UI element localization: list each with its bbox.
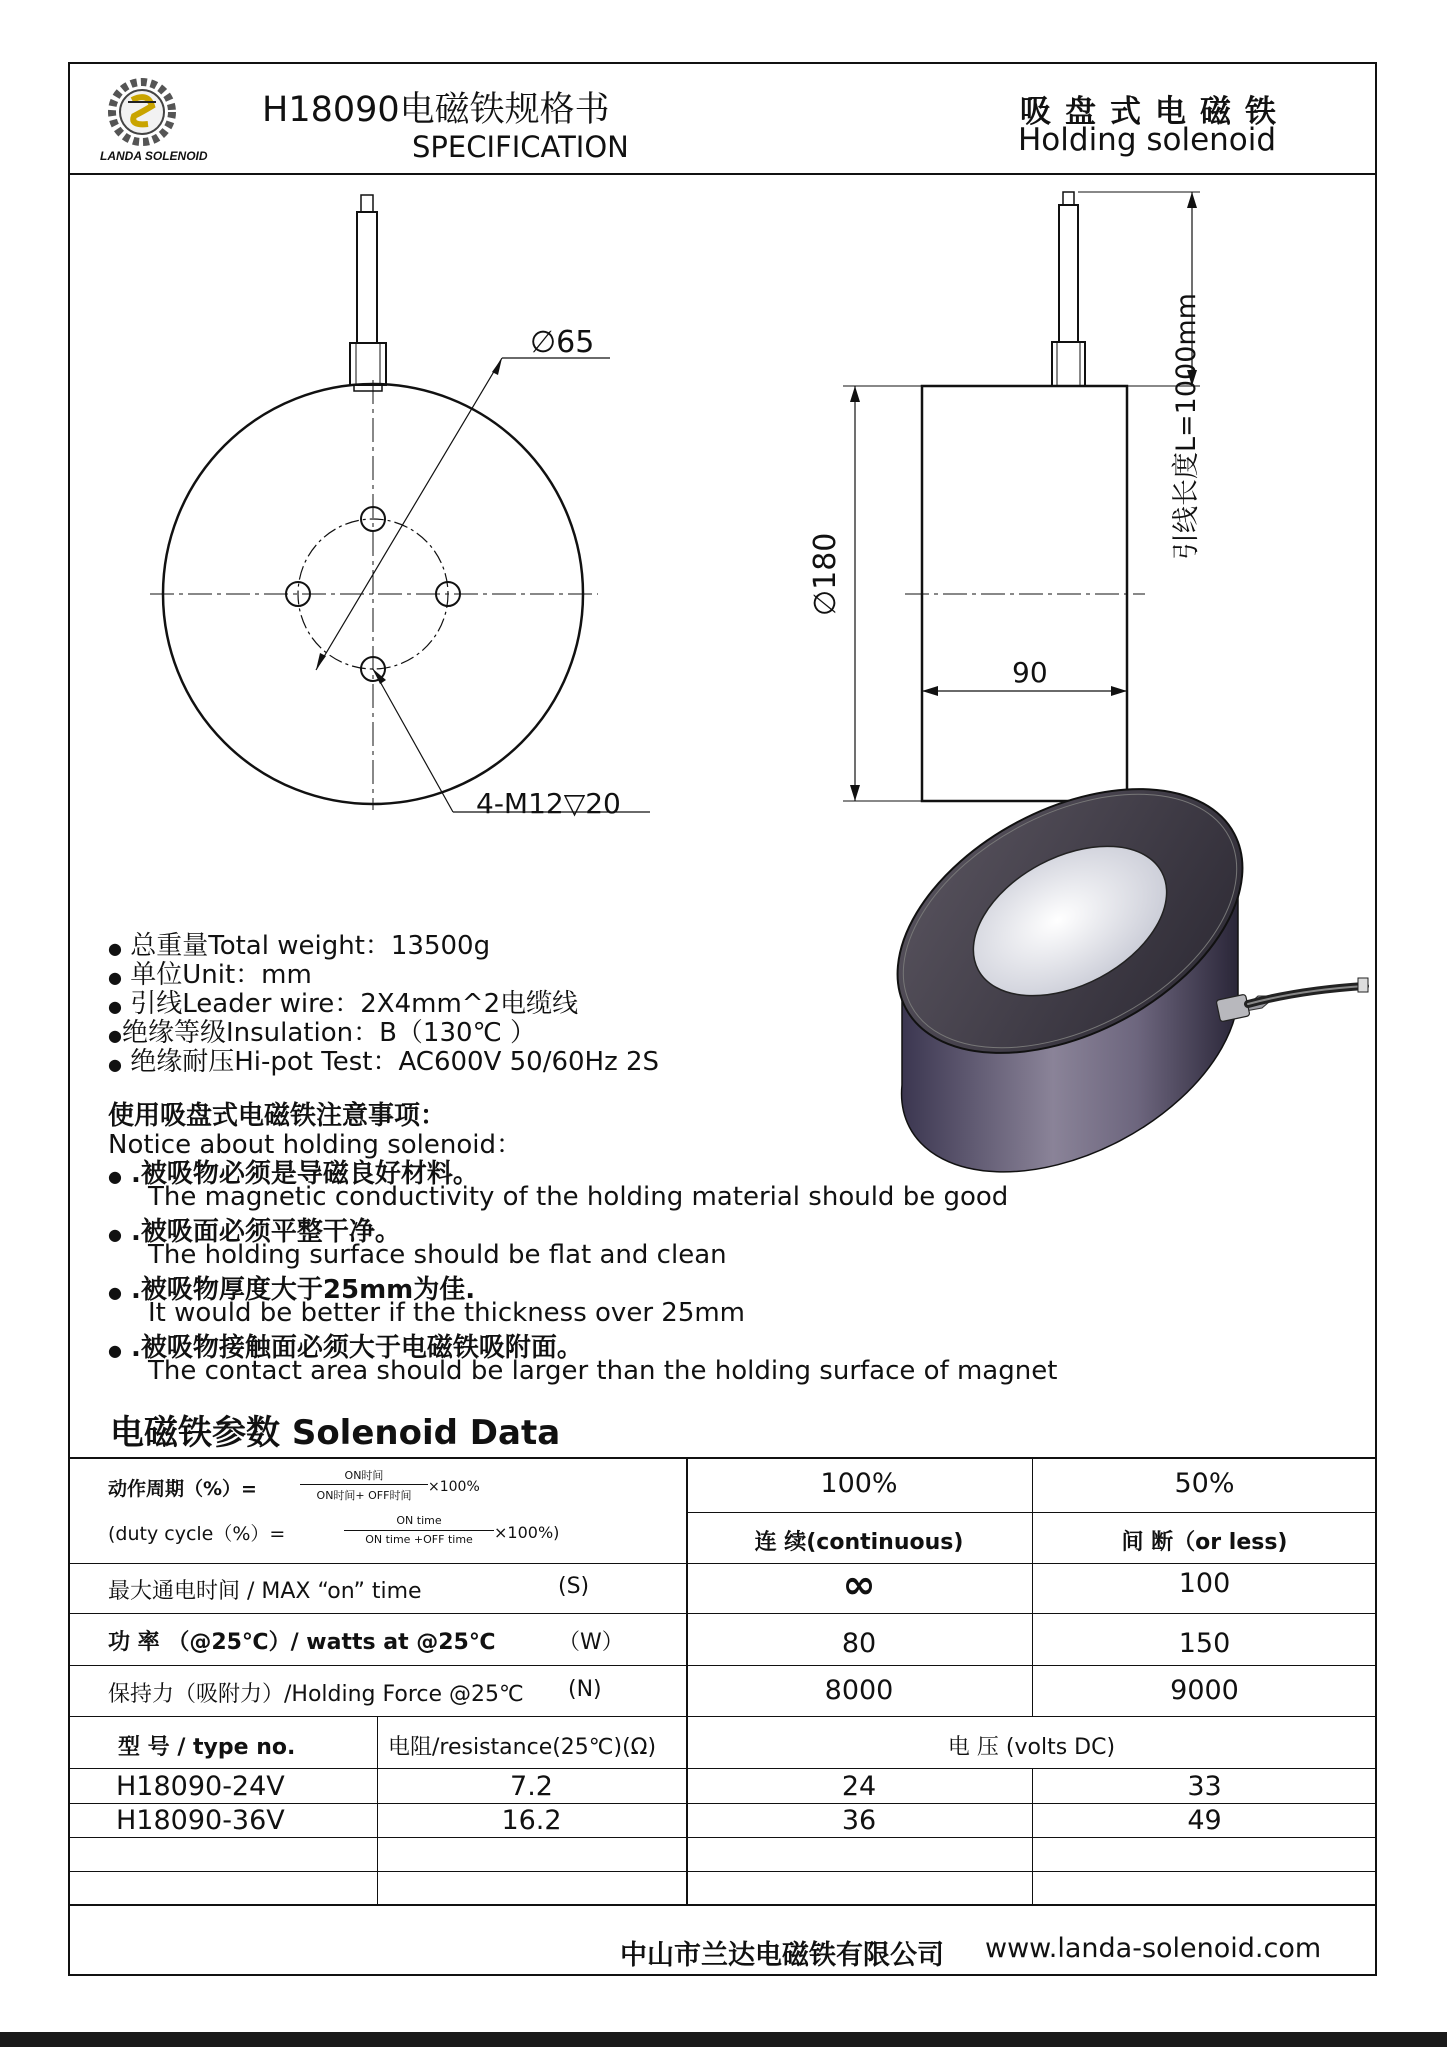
resistance-header: 电阻/resistance(25℃)(Ω) [388,1735,657,1760]
model-resistance: 16.2 [501,1805,562,1836]
page-subtitle: SPECIFICATION [412,130,629,164]
duty-cn-label: 动作周期（%）= [108,1478,257,1500]
data-section-title: 电磁铁参数 Solenoid Data [110,1413,561,1453]
notice-item-cn: ● .被吸面必须平整干净。 [108,1217,401,1247]
holding-force-unit: (N) [568,1677,602,1702]
model-voltage-50: 49 [1187,1805,1222,1836]
wire-length-label: 引线长度L=1000mm [1171,293,1202,560]
notice-item-en: The magnetic conductivity of the holding material should be good [148,1182,1009,1212]
bullet-icon: ● [108,968,122,987]
duty-en-numerator: ON time [396,1514,442,1527]
spec-item: ● 总重量Total weight：13500g [108,931,491,961]
bullet-icon: ● [108,1341,122,1360]
company-name: 中山市兰达电磁铁有限公司 [620,1940,944,1971]
notice-item-en: It would be better if the thickness over 25mm [148,1298,746,1328]
width-90-label: 90 [1012,656,1048,689]
bullet-icon: ● [108,997,122,1016]
type-header: 型 号 / type no. [118,1735,296,1760]
voltage-header: 电 压 (volts DC) [947,1735,1116,1760]
continuous-label: 连 续(continuous) [754,1530,964,1555]
holding-force-50: 9000 [1170,1675,1239,1706]
duty-cn-numerator: ON时间 [344,1469,384,1482]
duty-en-label: (duty cycle（%）= [108,1523,286,1545]
diameter-180-label: ∅180 [808,532,843,616]
model-voltage-100: 24 [841,1771,877,1802]
model-voltage-50: 33 [1187,1771,1222,1802]
power-50: 150 [1178,1628,1231,1659]
spec-item: ● 绝缘耐压Hi-pot Test：AC600V 50/60Hz 2S [108,1047,660,1077]
max-on-time-label: 最大通电时间 / MAX “on” time [108,1579,422,1604]
bottom-border-strip [0,2032,1447,2047]
bullet-icon: ● [108,1167,122,1186]
bullet-icon: ● [108,1055,122,1074]
holding-force-100: 8000 [824,1675,894,1706]
model-type: H18090-24V [116,1771,285,1802]
thread-spec-label: 4-M12▽20 [476,787,621,820]
page-title: H18090电磁铁规格书 [262,90,610,130]
bullet-icon: ● [108,1283,122,1302]
holding-force-label: 保持力（吸附力）/Holding Force @25℃ [108,1682,524,1707]
bullet-icon: ● [108,1026,122,1045]
model-resistance: 7.2 [510,1771,553,1802]
power-unit: （W） [558,1630,624,1655]
notice-item-cn: ● .被吸物必须是导磁良好材料。 [108,1159,479,1189]
duty-en-denominator: ON time +OFF time [365,1533,473,1546]
notice-item-en: The holding surface should be flat and clean [148,1240,727,1270]
max-on-time-50: 100 [1178,1568,1231,1599]
power-label: 功 率 （@25℃）/ watts at @25℃ [108,1630,496,1655]
model-type: H18090-36V [116,1805,285,1836]
model-voltage-100: 36 [841,1805,877,1836]
product-type-en: Holding solenoid [1018,122,1277,158]
notice-item-en: The contact area should be larger than the holding surface of magnet [148,1356,1058,1386]
duty-cn-denominator: ON时间+ OFF时间 [316,1489,412,1502]
duty-100-value: 100% [820,1468,898,1499]
duty-50-value: 50% [1174,1468,1235,1499]
notice-heading-en: Notice about holding solenoid： [108,1130,522,1160]
duty-en-tail: ×100%) [494,1523,560,1542]
intermittent-label: 间 断（or less) [1121,1530,1288,1555]
notice-heading-cn: 使用吸盘式电磁铁注意事项： [108,1101,447,1131]
power-100: 80 [841,1628,877,1659]
notice-item-cn: ● .被吸物接触面必须大于电磁铁吸附面。 [108,1333,583,1363]
bullet-icon: ● [108,939,122,958]
bullet-icon: ● [108,1225,122,1244]
side-view [843,192,1200,801]
spec-item: ● 单位Unit：mm [108,960,312,990]
spec-item: ● 引线Leader wire：2X4mm^2电缆线 [108,989,579,1019]
notice-item-cn: ● .被吸物厚度大于25mm为佳. [108,1275,476,1305]
diameter-65-label: ∅65 [530,325,595,360]
logo-text: LANDA SOLENOID [100,149,208,163]
front-view [150,195,650,812]
max-on-time-unit: (S) [558,1574,590,1599]
product-type-cn: 吸盘式电磁铁 [1020,94,1290,130]
website-link[interactable]: www.landa-solenoid.com [985,1933,1322,1964]
infinity-value: ∞ [842,1562,876,1608]
duty-cn-tail: ×100% [428,1479,480,1495]
spec-item: ●绝缘等级Insulation：B（130℃ ） [108,1018,537,1048]
